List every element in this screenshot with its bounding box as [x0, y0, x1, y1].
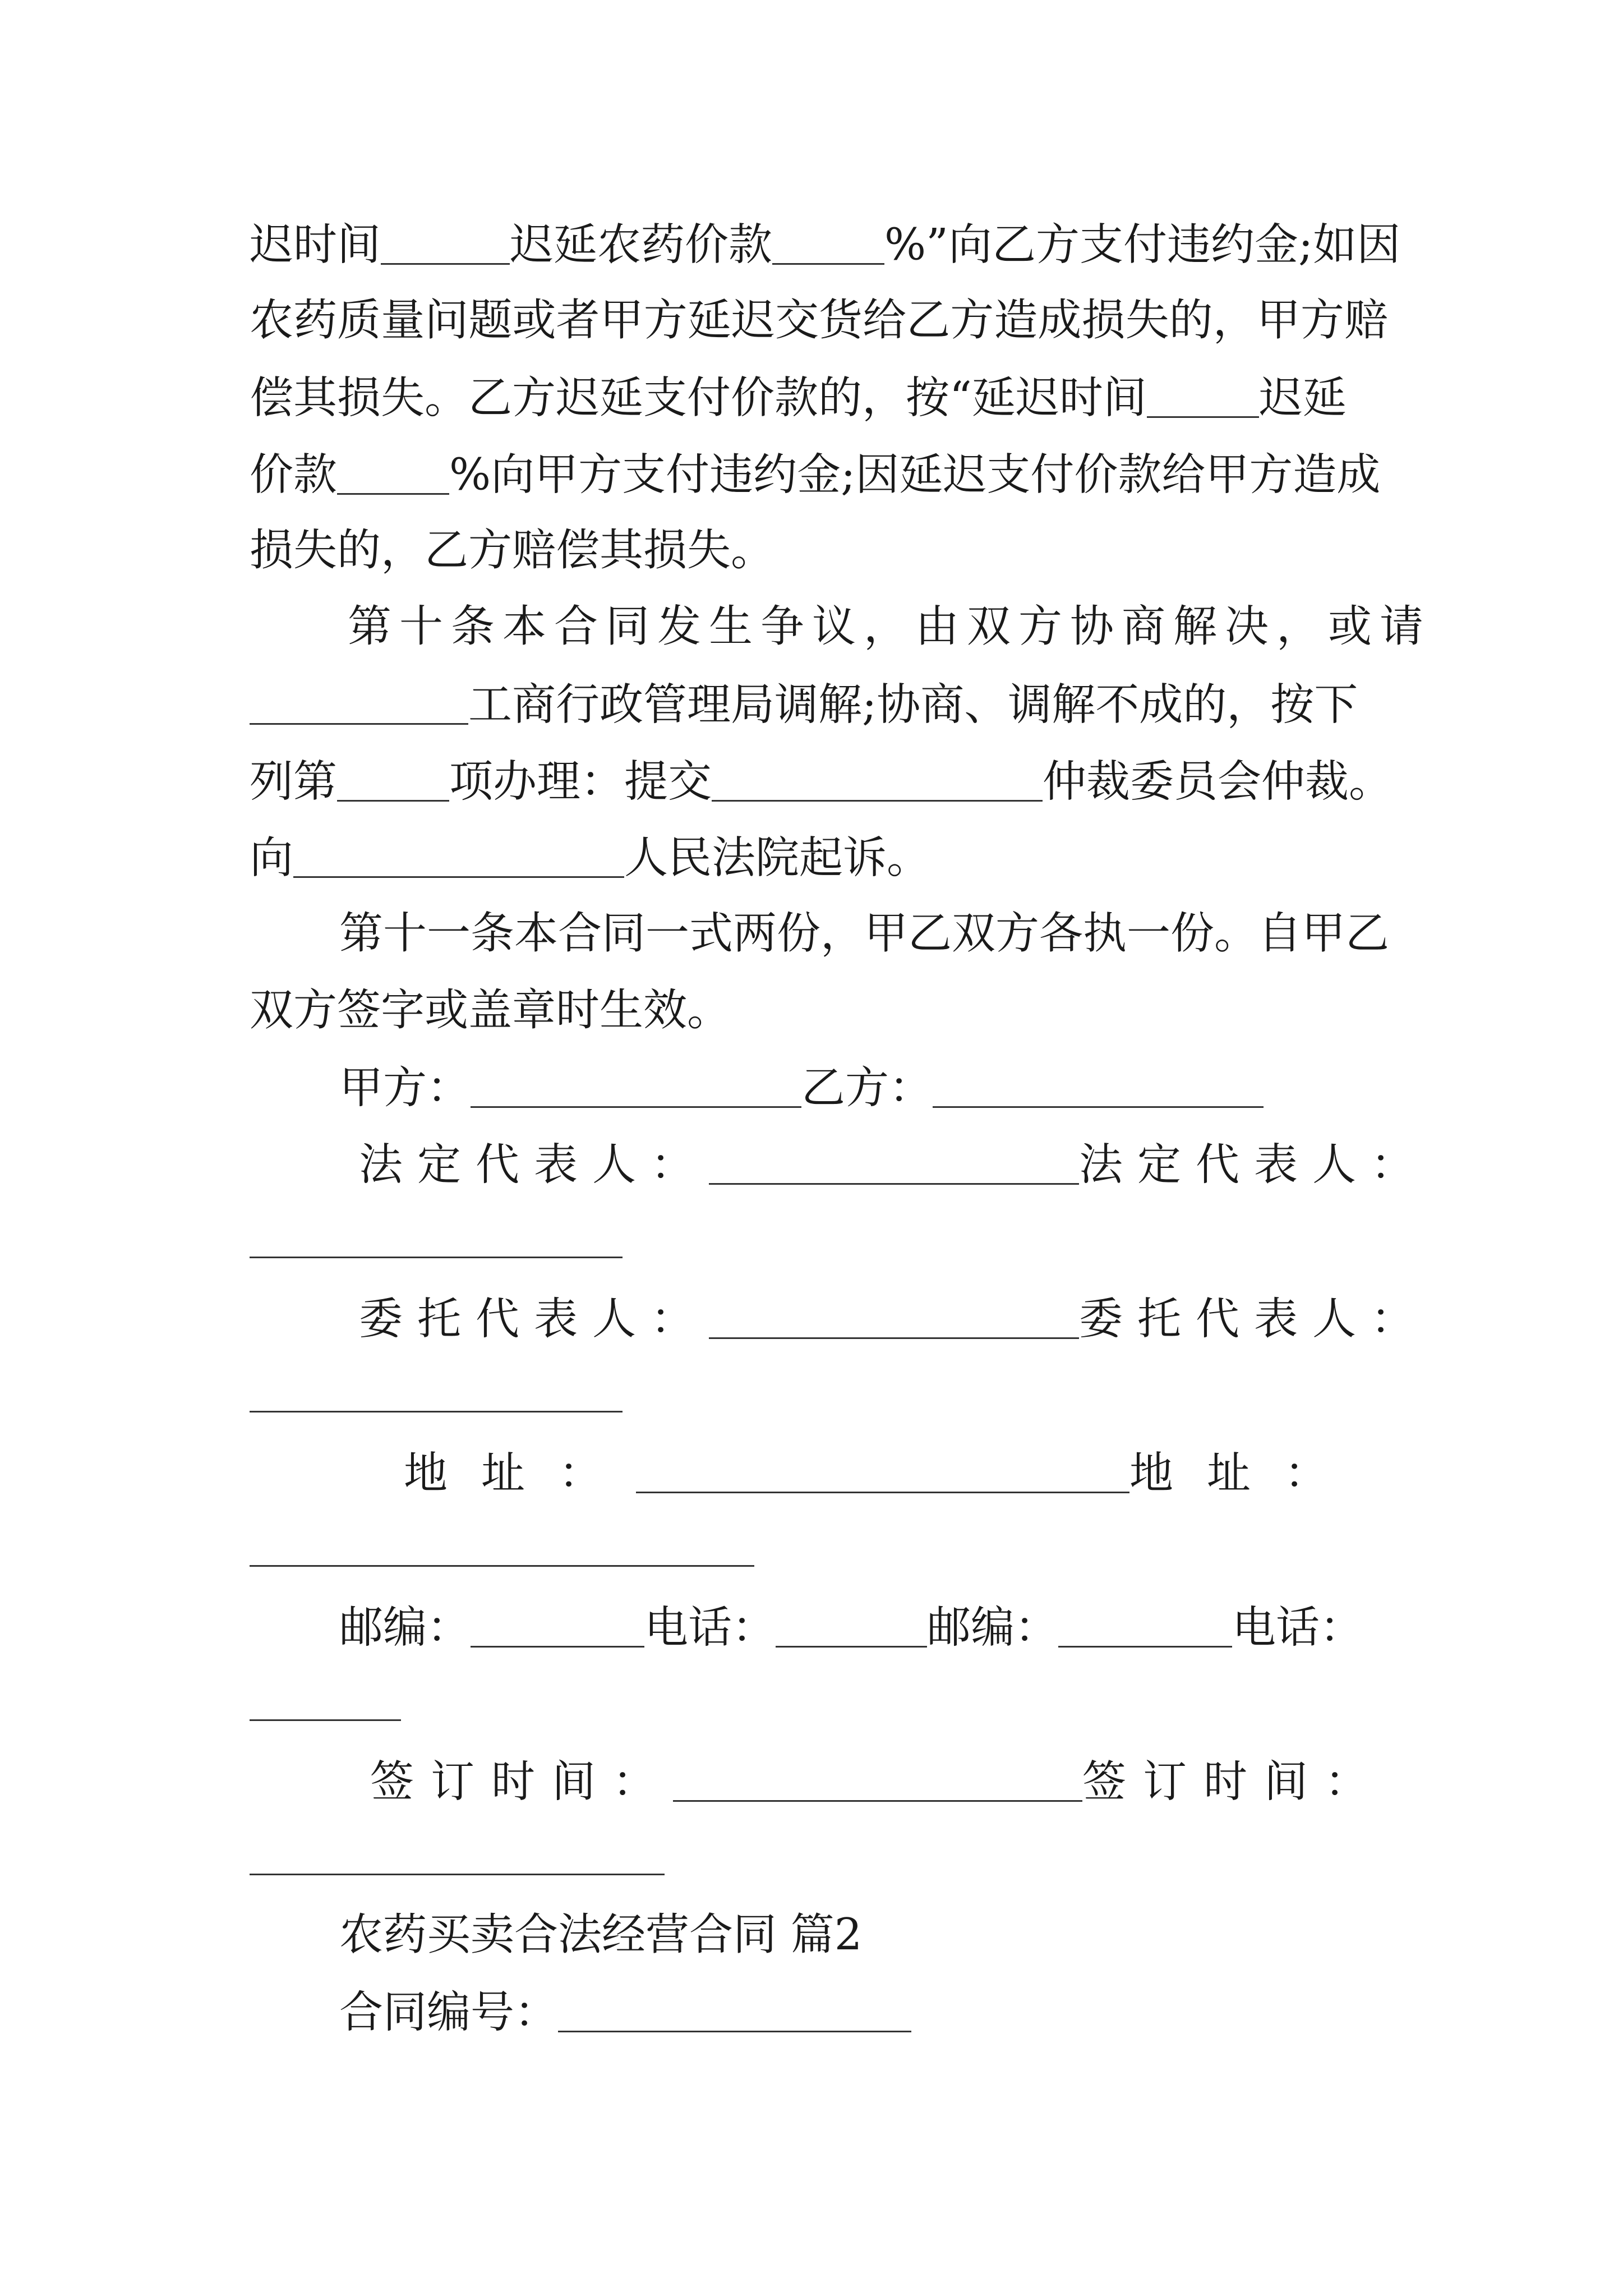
address-field-a	[636, 1450, 1129, 1493]
sign-date-line	[370, 1756, 1386, 1807]
paragraph-line: 损失的，乙方赔偿其损失。	[250, 525, 775, 576]
paragraph-line: 价款 %向甲方支付违约金;因延迟支付价款给甲方造成	[250, 449, 1381, 500]
paragraph-line: 偿其损失。乙方迟延支付价款的，按“延迟时间 迟延	[250, 372, 1347, 424]
paragraph-line: 工商行政管理局调解;协商、调解不成的，按下	[250, 682, 1358, 727]
contact-line	[339, 1602, 1364, 1653]
paragraph-line: 迟时间 迟延农药价款 %”向乙方支付违约金;如因	[250, 219, 1401, 270]
agent-label-b: 委托代表人：	[1079, 1294, 1430, 1345]
party-a-field	[471, 1065, 801, 1108]
phone-field-b	[250, 1719, 401, 1721]
legal-rep-field-a	[709, 1142, 1079, 1185]
address-field-b	[250, 1565, 754, 1567]
postcode-field-a	[471, 1604, 644, 1648]
postcode-label-a: 邮编：	[339, 1602, 471, 1653]
paragraph-line: 列第 项办理：提交 仲裁委员会仲裁。	[250, 756, 1393, 807]
sign-date-label-b: 签订时间：	[1082, 1756, 1386, 1807]
address-label-a: 地址：	[404, 1448, 637, 1499]
legal-rep-line	[359, 1139, 1430, 1190]
blank-field	[293, 835, 624, 878]
phone-label-b: 电话：	[1232, 1602, 1364, 1653]
sign-date-label-a: 签订时间：	[370, 1756, 674, 1807]
address-label-b: 地址：	[1129, 1448, 1362, 1499]
blank-field	[337, 452, 449, 495]
postcode-field-b	[1058, 1604, 1232, 1648]
postcode-label-b: 邮编：	[927, 1602, 1059, 1653]
phone-label-a: 电话：	[644, 1602, 776, 1653]
agent-field-a	[709, 1296, 1079, 1339]
paragraph-line: 第十一条本合同一式两份，甲乙双方各执一份。自甲乙	[339, 908, 1390, 959]
blank-field	[772, 222, 884, 265]
agent-field-b	[250, 1411, 623, 1412]
blank-field	[337, 758, 449, 802]
legal-rep-label-b: 法定代表人：	[1079, 1139, 1430, 1190]
party-b-label: 乙方：	[801, 1062, 933, 1114]
blank-field	[250, 682, 468, 725]
address-line	[404, 1448, 1362, 1499]
paragraph-line: 第十条本合同发生争议，由双方协商解决，或请	[348, 601, 1432, 652]
legal-rep-label-a: 法定代表人：	[359, 1139, 709, 1190]
contract-number-label: 合同编号：	[339, 1987, 559, 2038]
phone-field-a	[776, 1604, 927, 1648]
blank-field	[1147, 375, 1259, 418]
sign-date-field-a	[673, 1759, 1082, 1802]
legal-rep-field-b	[250, 1257, 623, 1258]
paragraph-line: 双方签字或盖章时生效。	[250, 985, 731, 1036]
agent-label-a: 委托代表人：	[359, 1294, 709, 1345]
paragraph-line: 向 人民法院起诉。	[250, 832, 931, 884]
contract-number-field	[558, 1989, 911, 2032]
sign-date-field-b	[250, 1874, 665, 1875]
blank-field	[381, 222, 510, 265]
agent-line	[359, 1294, 1430, 1345]
party-line	[339, 1062, 1264, 1114]
section-title: 农药买卖合法经营合同 篇2	[339, 1910, 863, 1960]
party-a-label: 甲方：	[339, 1062, 471, 1114]
blank-field	[712, 758, 1043, 802]
party-b-field	[933, 1065, 1264, 1108]
paragraph-line: 农药质量问题或者甲方延迟交货给乙方造成损失的，甲方赔	[250, 295, 1388, 346]
contract-number-line	[339, 1987, 911, 2038]
